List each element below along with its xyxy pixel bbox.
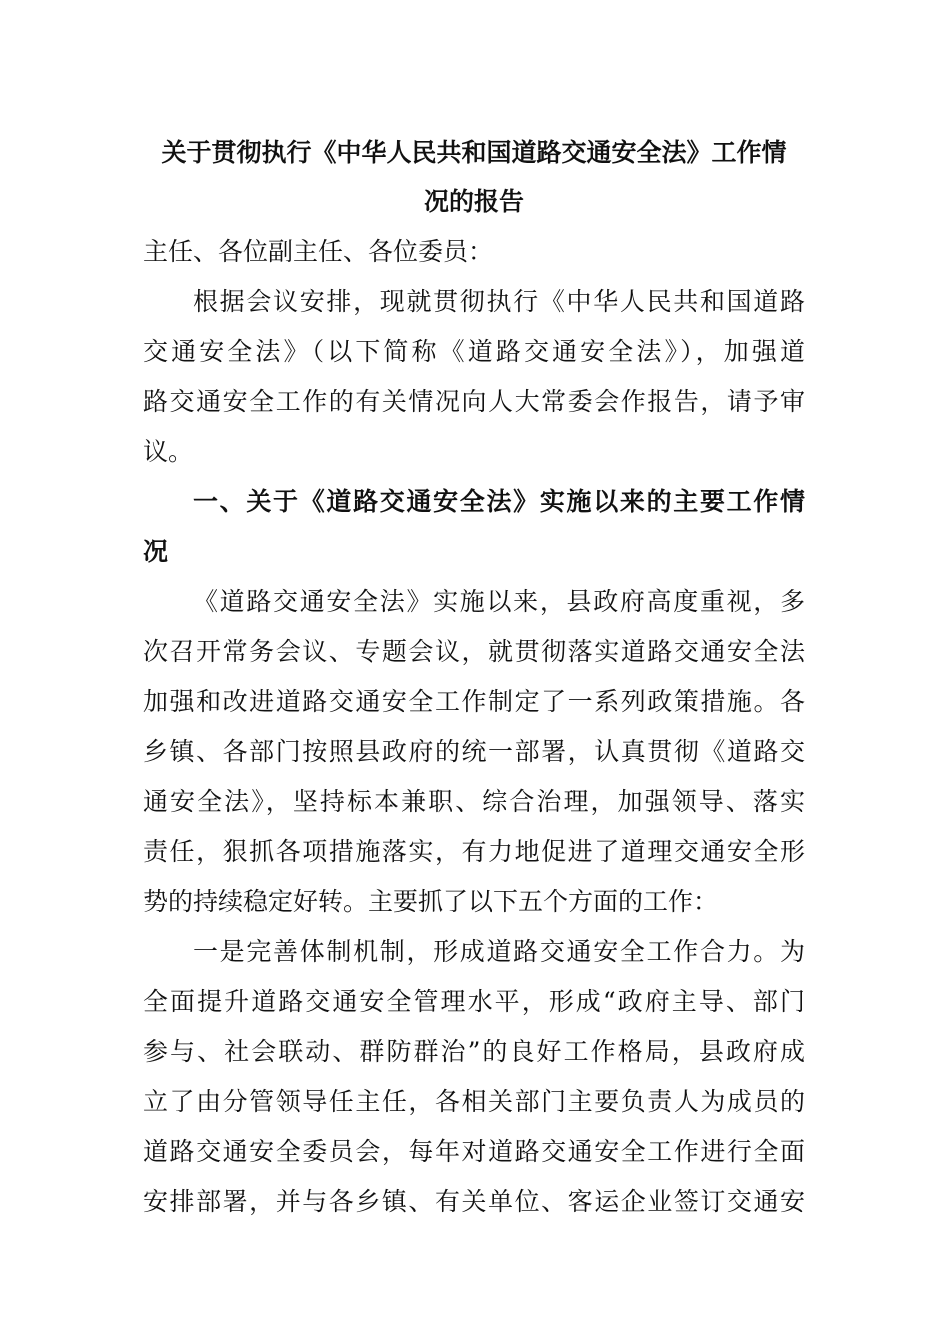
intro-line: 交通安全法》（以下简称《道路交通安全法》），加强道 (143, 337, 805, 366)
document-title-line-1: 关于贯彻执行《中华人民共和国道路交通安全法》工作情 (161, 138, 787, 167)
paragraph-line: 乡镇、各部门按照县政府的统一部署，认真贯彻《道路交 (143, 737, 805, 766)
paragraph-line: 责任，狠抓各项措施落实，有力地促进了道理交通安全形 (143, 837, 805, 866)
section-heading: 一、关于《道路交通安全法》实施以来的主要工作情 (193, 487, 805, 516)
intro-line: 根据会议安排，现就贯彻执行《中华人民共和国道路 (193, 287, 805, 316)
document-title-line-2: 况的报告 (423, 187, 524, 216)
section-heading: 况 (143, 537, 169, 566)
paragraph-line: 通安全法》，坚持标本兼职、综合治理，加强领导、落实 (143, 787, 805, 816)
paragraph-line: 立了由分管领导任主任，各相关部门主要负责人为成员的 (143, 1087, 805, 1116)
paragraph-line: 势的持续稳定好转。主要抓了以下五个方面的工作： (143, 887, 719, 916)
paragraph-line: 道路交通安全委员会，每年对道路交通安全工作进行全面 (143, 1137, 805, 1166)
paragraph-line: 《道路交通安全法》实施以来，县政府高度重视，多 (193, 587, 805, 616)
salutation: 主任、各位副主任、各位委员： (143, 237, 494, 266)
intro-line: 议。 (143, 437, 194, 466)
paragraph-line: 全面提升道路交通安全管理水平，形成“政府主导、部门 (143, 987, 805, 1016)
intro-line: 路交通安全工作的有关情况向人大常委会作报告，请予审 (143, 387, 805, 416)
paragraph-line: 加强和改进道路交通安全工作制定了一系列政策措施。各 (143, 687, 805, 716)
paragraph-line: 一是完善体制机制，形成道路交通安全工作合力。为 (193, 937, 805, 966)
paragraph-line: 安排部署，并与各乡镇、有关单位、客运企业签订交通安 (143, 1187, 805, 1216)
paragraph-line: 次召开常务会议、专题会议，就贯彻落实道路交通安全法 (143, 637, 805, 666)
paragraph-line: 参与、社会联动、群防群治”的良好工作格局，县政府成 (143, 1037, 805, 1066)
